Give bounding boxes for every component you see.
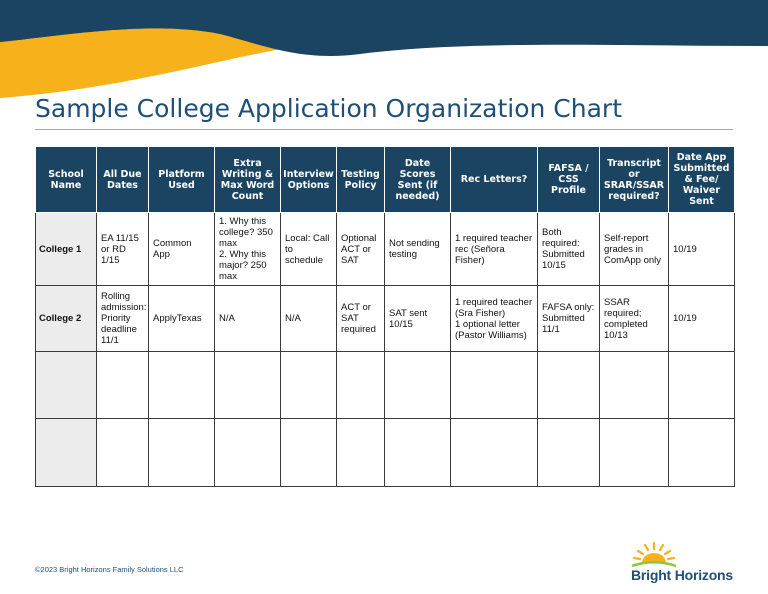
table-cell <box>149 352 215 419</box>
table-cell <box>281 352 337 419</box>
table-cell <box>337 352 385 419</box>
table-cell: 1 required teacher (Sra Fisher) 1 optional letter (Pastor Williams) <box>451 286 538 352</box>
col-header: Date App Submitted & Fee/ Waiver Sent <box>669 147 735 213</box>
table-cell: 10/19 <box>669 286 735 352</box>
table-cell: 1. Why this college? 350 max 2. Why this major? 250 max <box>215 213 281 286</box>
table-cell <box>385 352 451 419</box>
col-header: FAFSA / CSS Profile <box>538 147 600 213</box>
table-cell <box>149 419 215 487</box>
table-cell: FAFSA only: Submitted 11/1 <box>538 286 600 352</box>
brand-logo-text: Bright Horizons <box>631 567 733 583</box>
table-cell <box>451 419 538 487</box>
col-header: All Due Dates <box>97 147 149 213</box>
table-cell: N/A <box>215 286 281 352</box>
table-row <box>36 352 735 419</box>
table-row <box>36 419 735 487</box>
copyright-text: ©2023 Bright Horizons Family Solutions LLC <box>35 565 184 574</box>
page-title: Sample College Application Organization Chart <box>35 94 623 123</box>
table-cell <box>538 352 600 419</box>
table-cell <box>669 352 735 419</box>
table-cell <box>215 419 281 487</box>
table-row <box>36 213 735 286</box>
table-cell <box>337 419 385 487</box>
col-header: Date Scores Sent (if needed) <box>385 147 451 213</box>
table-cell <box>385 419 451 487</box>
header-banner <box>0 0 768 100</box>
table-cell: EA 11/15 or RD 1/15 <box>97 213 149 286</box>
table-cell: N/A <box>281 286 337 352</box>
table-cell: Both required: Submitted 10/15 <box>538 213 600 286</box>
table-cell <box>281 419 337 487</box>
col-header: Transcript or SRAR/SSAR required? <box>600 147 669 213</box>
table-cell: ACT or SAT required <box>337 286 385 352</box>
table-cell: SSAR required; completed 10/13 <box>600 286 669 352</box>
table-cell: Optional ACT or SAT <box>337 213 385 286</box>
table-cell: 1 required teacher rec (Señora Fisher) <box>451 213 538 286</box>
row-label: College 1 <box>36 213 97 286</box>
table-cell: Not sending testing <box>385 213 451 286</box>
title-rule <box>35 129 733 130</box>
application-chart <box>35 146 735 487</box>
table-cell <box>600 419 669 487</box>
table-row <box>36 286 735 352</box>
table-cell <box>600 352 669 419</box>
table-cell: Self-report grades in ComApp only <box>600 213 669 286</box>
row-label <box>36 352 97 419</box>
table-cell: ApplyTexas <box>149 286 215 352</box>
row-label <box>36 419 97 487</box>
table-cell: Rolling admission: Priority deadline 11/1 <box>97 286 149 352</box>
table-cell <box>451 352 538 419</box>
col-header: School Name <box>36 147 97 213</box>
table-cell: 10/19 <box>669 213 735 286</box>
table-cell: Common App <box>149 213 215 286</box>
col-header: Rec Letters? <box>451 147 538 213</box>
table-cell <box>669 419 735 487</box>
table-cell <box>97 352 149 419</box>
table-cell: SAT sent 10/15 <box>385 286 451 352</box>
table-cell <box>215 352 281 419</box>
col-header: Interview Options <box>281 147 337 213</box>
col-header: Testing Policy <box>337 147 385 213</box>
table-cell <box>97 419 149 487</box>
col-header: Platform Used <box>149 147 215 213</box>
header-row <box>36 147 735 213</box>
row-label: College 2 <box>36 286 97 352</box>
table-cell: Local: Call to schedule <box>281 213 337 286</box>
col-header: Extra Writing & Max Word Count <box>215 147 281 213</box>
table-cell <box>538 419 600 487</box>
